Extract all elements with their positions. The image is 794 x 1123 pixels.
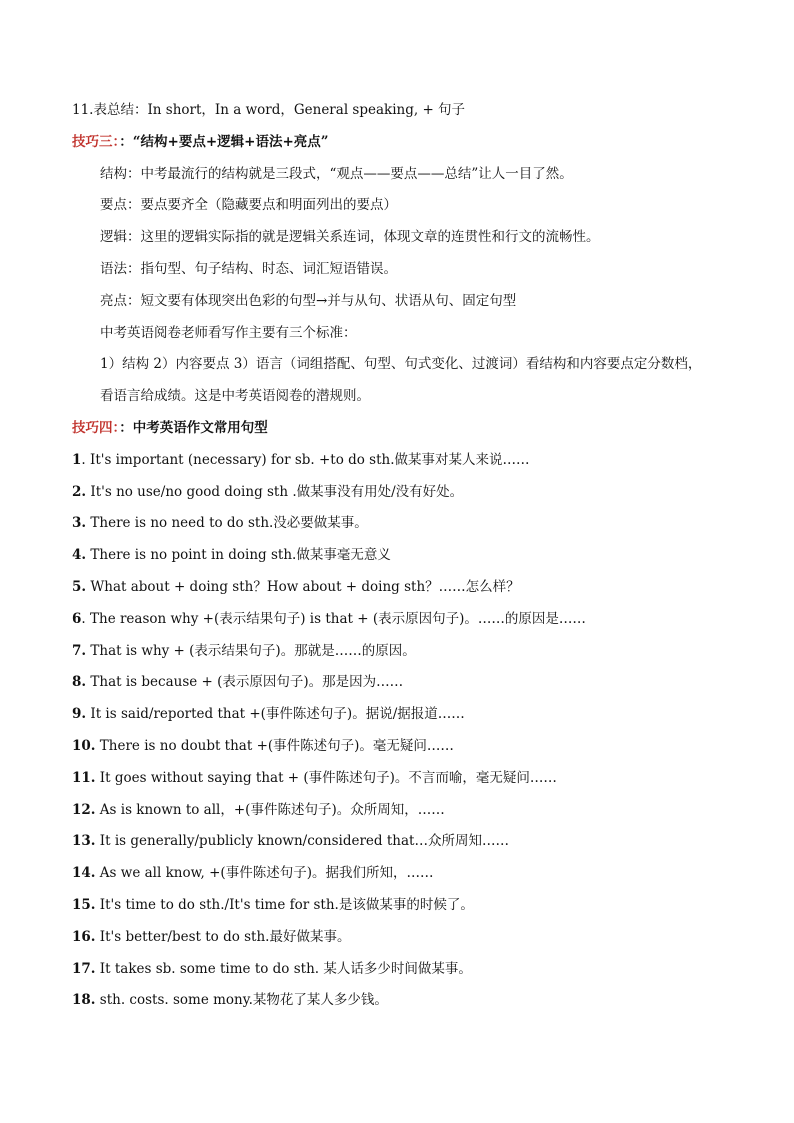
sentence-pattern — [72, 577, 732, 609]
tip3-standards-rule: 看语言给成绩。这是中考英语阅卷的潜规则。 — [100, 388, 370, 405]
sentence-text: There is no need to do sth.没必要做某事。 — [86, 515, 368, 532]
sentence-number: 16. — [72, 928, 96, 945]
sentence-pattern — [72, 831, 732, 863]
sentence-text: As is known to all，+(事件陈述句子)。众所周知，…… — [95, 801, 445, 818]
sentence-pattern — [72, 990, 732, 1022]
sentence-pattern — [72, 736, 732, 768]
sentence-pattern — [72, 704, 732, 736]
tip4-title: ：中考英语作文常用句型 — [119, 419, 268, 436]
sentence-pattern — [72, 482, 732, 514]
sentence-number: 2. — [72, 483, 87, 500]
sentence-number: 5. — [72, 578, 87, 595]
sentence-text: . The reason why +(表示结果句子) is that + (表示原因句子)。……的原因是…… — [81, 610, 586, 627]
tip3-heading — [72, 132, 732, 164]
document-content — [72, 100, 732, 1022]
tip4-tag: 技巧四： — [72, 419, 120, 436]
sentence-pattern — [72, 513, 732, 545]
sentence-pattern — [72, 450, 732, 482]
sentence-text: sth. costs. some mony.某物花了某人多少钱。 — [95, 992, 388, 1009]
sentence-pattern — [72, 895, 732, 927]
sentence-pattern — [72, 545, 732, 577]
sentence-pattern — [72, 863, 732, 895]
sentence-number: 12. — [72, 801, 96, 818]
sentence-number: 14. — [72, 865, 96, 882]
sentence-pattern — [72, 800, 732, 832]
sentence-number: 3. — [72, 515, 87, 532]
tip4-heading — [72, 418, 732, 450]
sentence-pattern — [72, 768, 732, 800]
sentence-text: It is said/reported that +(事件陈述句子)。据说/据报道…… — [86, 706, 465, 723]
sentence-number: 13. — [72, 833, 96, 850]
sentence-text: It goes without saying that + (事件陈述句子)。不言而喻，毫无疑问…… — [95, 769, 557, 786]
tip3-key-points: 要点：要点要齐全（隐藏要点和明面列出的要点） — [100, 197, 397, 214]
tip3-grammar: 语法：指句型、句子结构、时态、词汇短语错误。 — [100, 260, 397, 277]
sentence-pattern — [72, 641, 732, 673]
sentence-text: That is because + (表示原因句子)。那是因为…… — [86, 674, 404, 691]
sentence-number: 15. — [72, 896, 96, 913]
tip3-highlights: 亮点：短文要有体现突出色彩的句型→并与从句、状语从句、固定句型 — [100, 292, 517, 309]
sentence-pattern — [72, 609, 732, 641]
sentence-number: 1 — [72, 451, 82, 468]
sentence-text: As we all know, +(事件陈述句子)。据我们所知，…… — [95, 865, 434, 882]
sentence-number: 18. — [72, 992, 96, 1009]
sentence-text: It's better/best to do sth.最好做某事。 — [95, 928, 351, 945]
sentence-number: 9. — [72, 706, 87, 723]
sentence-number: 11. — [72, 769, 96, 786]
sentence-number: 7. — [72, 642, 87, 659]
sentence-text: It's time to do sth./It's time for sth.是该做某事的时候了。 — [95, 896, 474, 913]
sentence-text: There is no point in doing sth.做某事毫无意义 — [86, 547, 391, 564]
sentence-text: That is why + (表示结果句子)。那就是……的原因。 — [86, 642, 416, 659]
sentence-number: 10. — [72, 737, 96, 754]
sentence-text: . It's important (necessary) for sb. +to do sth.做某事对某人来说…… — [81, 451, 530, 468]
sentence-number: 17. — [72, 960, 96, 977]
sentence-number: 6 — [72, 610, 82, 627]
tip3-structure: 结构：中考最流行的结构就是三段式，“观点——要点——总结”让人一目了然。 — [100, 165, 573, 182]
sentence-number: 8. — [72, 674, 87, 691]
tip3-standards-list: 1）结构 2）内容要点 3）语言（词组搭配、句型、句式变化、过渡词）看结构和内容要点定分数档， — [100, 356, 702, 373]
sentence-text: It takes sb. some time to do sth. 某人话多少时间做某事。 — [95, 960, 472, 977]
intro-line: 11.表总结：In short，In a word，General speaking, + 句子 — [72, 102, 466, 118]
sentence-pattern — [72, 959, 732, 991]
sentence-text: It is generally/publicly known/considered that…众所周知…… — [95, 833, 509, 850]
sentence-text: There is no doubt that +(事件陈述句子)。毫无疑问…… — [95, 737, 454, 754]
tip3-tag: 技巧三： — [72, 133, 120, 150]
tip3-standards-intro: 中考英语阅卷老师看写作主要有三个标准： — [100, 324, 357, 341]
tip3-title: ：“结构+要点+逻辑+语法+亮点” — [119, 133, 329, 150]
sentence-text: What about + doing sth？How about + doing sth？……怎么样？ — [86, 578, 520, 595]
sentence-pattern — [72, 927, 732, 959]
sentence-number: 4. — [72, 547, 87, 564]
tip3-logic: 逻辑：这里的逻辑实际指的就是逻辑关系连词，体现文章的连贯性和行文的流畅性。 — [100, 229, 600, 246]
sentence-pattern — [72, 672, 732, 704]
sentence-text: It's no use/no good doing sth .做某事没有用处/没有好处。 — [86, 483, 464, 500]
